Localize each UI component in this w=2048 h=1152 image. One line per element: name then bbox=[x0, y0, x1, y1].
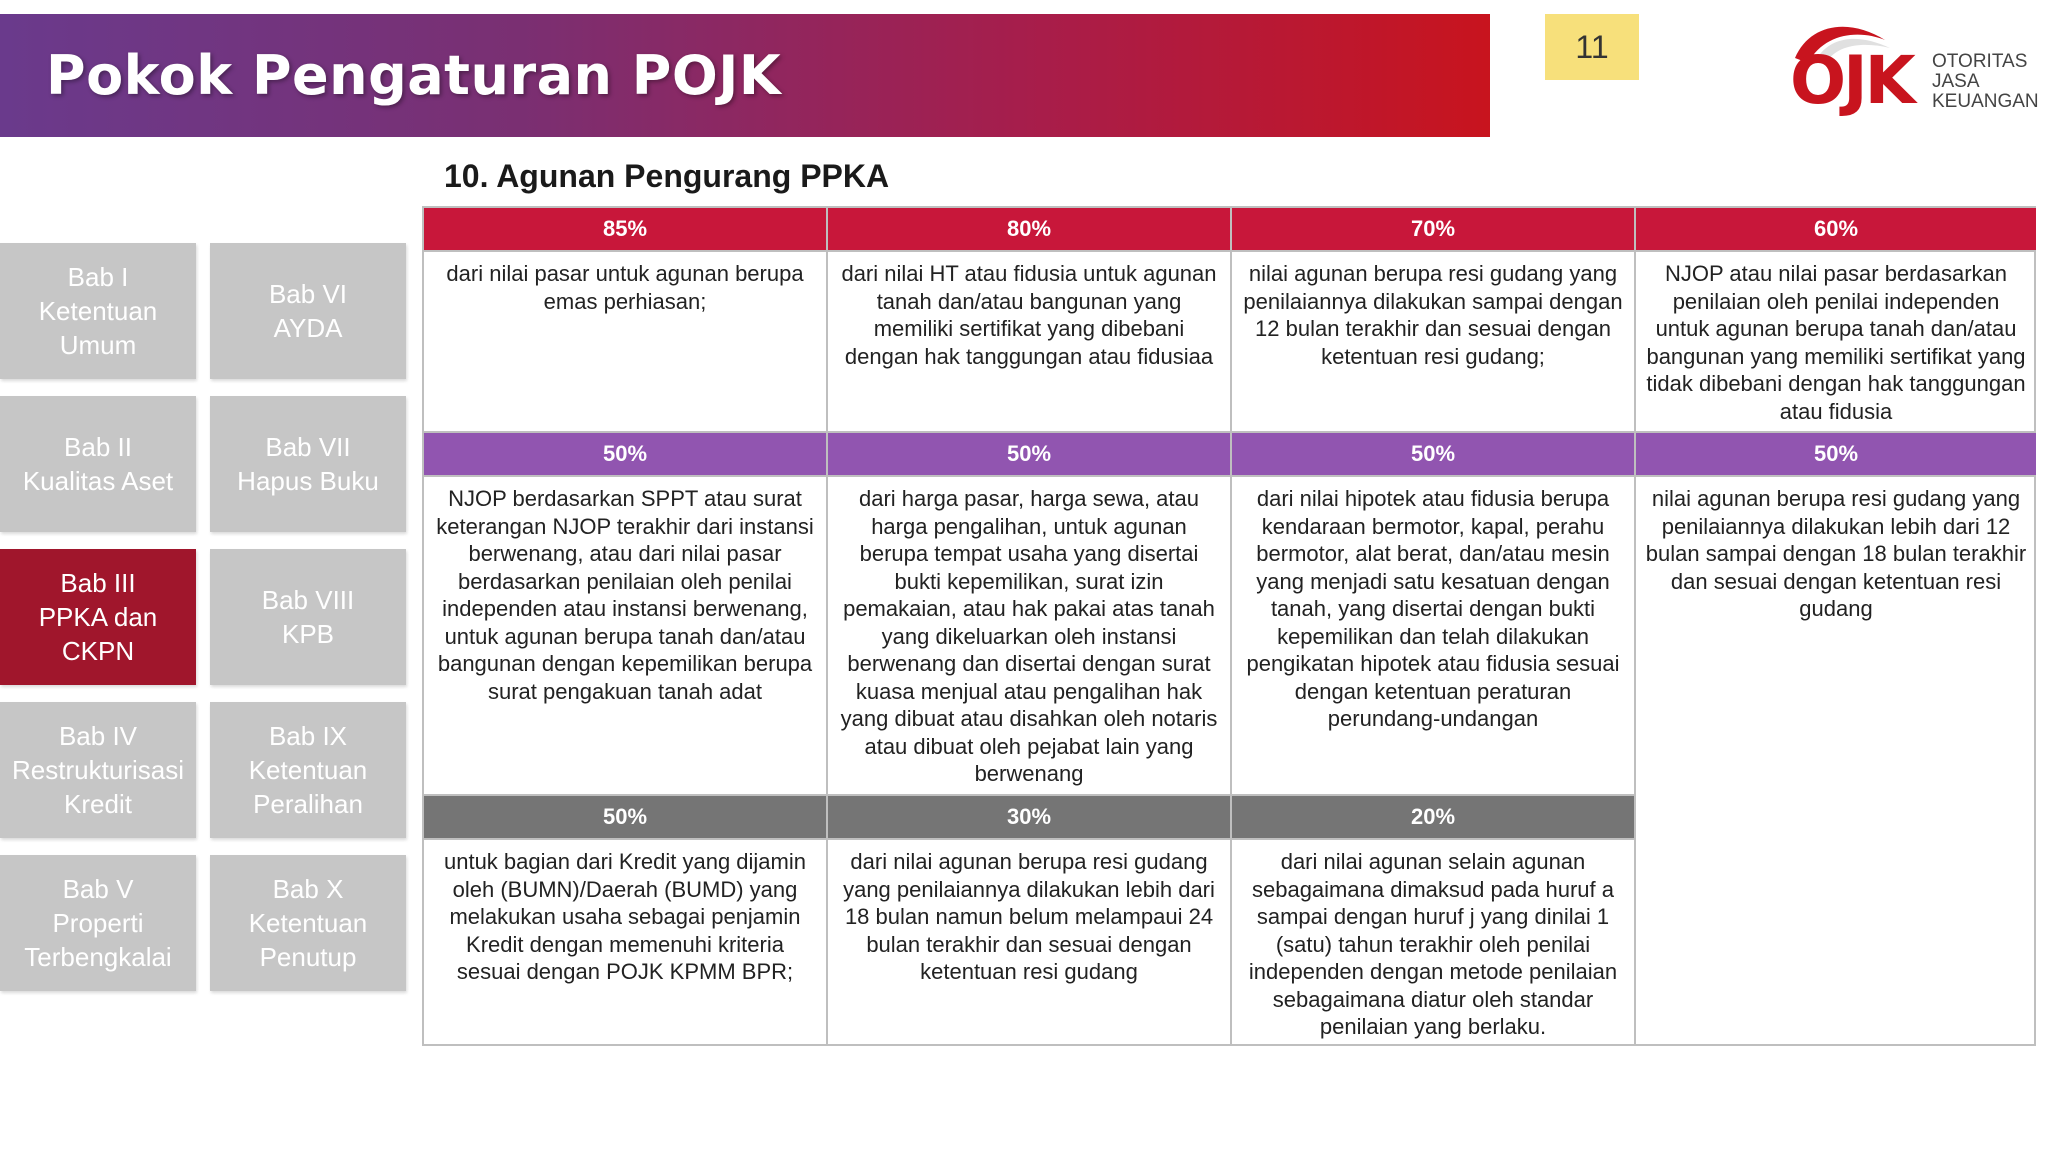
title-banner bbox=[0, 14, 1490, 137]
row1-header-4: 60% bbox=[1636, 208, 2036, 252]
sidebar-item-bab-3[interactable] bbox=[0, 549, 196, 685]
row2-header-3: 50% bbox=[1232, 433, 1636, 477]
row2-cell-1: NJOP berdasarkan SPPT atau surat keterangan NJOP terakhir dari instansi berwenang, atau dari nilai pasar berdasarkan penilaian oleh penilai independen atau instansi berwenang, untuk agunan berupa tanah dan/atau bangunan dengan kepemilikan berupa surat pengakuan tanah adat bbox=[424, 477, 828, 796]
sidebar-item-label: Bab V Properti Terbengkalai bbox=[24, 874, 172, 972]
sidebar-item-label: Bab VIII KPB bbox=[261, 585, 355, 649]
row3-header-1: 50% bbox=[424, 796, 828, 840]
sidebar-item-label: Bab VII Hapus Buku bbox=[237, 432, 379, 496]
logo-line-2: JASA bbox=[1932, 71, 1980, 92]
row1-header-2: 80% bbox=[828, 208, 1232, 252]
sidebar-item-bab-6[interactable] bbox=[210, 243, 406, 379]
row3-cell-1: untuk bagian dari Kredit yang dijamin oleh (BUMN)/Daerah (BUMD) yang melakukan usaha sebagai penjamin Kredit dengan memenuhi kriteria sesuai dengan POJK KPMM BPR; bbox=[424, 840, 828, 1044]
sidebar-item-label: Bab IV Restrukturisasi Kredit bbox=[12, 721, 184, 819]
row1-header-3: 70% bbox=[1232, 208, 1636, 252]
logo-line-1: OTORITAS bbox=[1932, 51, 2028, 72]
row2-header-2: 50% bbox=[828, 433, 1232, 477]
row3-cell-2: dari nilai agunan berupa resi gudang yang penilaiannya dilakukan lebih dari 18 bulan namun belum melampaui 24 bulan terakhir dan sesuai dengan ketentuan resi gudang bbox=[828, 840, 1232, 1044]
sidebar-item-label: Bab II Kualitas Aset bbox=[22, 432, 174, 496]
row1-cell-1: dari nilai pasar untuk agunan berupa emas perhiasan; bbox=[424, 252, 828, 433]
logo-mark: OJK bbox=[1790, 42, 1913, 119]
row2-cell-4: nilai agunan berupa resi gudang yang penilaiannya dilakukan lebih dari 12 bulan sampai dengan 18 bulan terakhir dan sesuai dengan ketentuan resi gudang bbox=[1645, 486, 2027, 621]
sidebar-item-bab-1[interactable] bbox=[0, 243, 196, 379]
row1-cell-2: dari nilai HT atau fidusia untuk agunan tanah dan/atau bangunan yang memiliki sertifikat yang dibebani dengan hak tanggungan atau fidusiaa bbox=[828, 252, 1232, 433]
sidebar-item-label: Bab X Ketentuan Penutup bbox=[248, 874, 368, 972]
sidebar-item-label: Bab VI AYDA bbox=[268, 279, 348, 343]
row1-cell-3: nilai agunan berupa resi gudang yang penilaiannya dilakukan sampai dengan 12 bulan terakhir dan sesuai dengan ketentuan resi gudang; bbox=[1232, 252, 1636, 433]
logo-line-3: KEUANGAN bbox=[1932, 91, 2039, 112]
ojk-logo bbox=[1790, 18, 2040, 123]
row2-header-1: 50% bbox=[424, 433, 828, 477]
row1-cell-4: NJOP atau nilai pasar berdasarkan penilaian oleh penilai independen untuk agunan berupa tanah dan/atau bangunan yang memiliki sertifikat yang tidak dibebani dengan hak tanggungan atau fidusia bbox=[1636, 252, 2036, 433]
page-title: Pokok Pengaturan POJK bbox=[46, 44, 782, 107]
sidebar-item-bab-7[interactable] bbox=[210, 396, 406, 532]
section-heading: 10. Agunan Pengurang PPKA bbox=[444, 158, 890, 194]
sidebar-item-bab-8[interactable] bbox=[210, 549, 406, 685]
sidebar-item-bab-9[interactable] bbox=[210, 702, 406, 838]
row2-cell-2: dari harga pasar, harga sewa, atau harga pengalihan, untuk agunan berupa tempat usaha yang disertai bukti kepemilikan, surat izin pemakaian, atau hak pakai atas tanah yang dikeluarkan oleh instansi berwenang dan disertai dengan surat kuasa menjual atau pengalihan hak yang dibuat atau disahkan oleh notaris atau dibuat oleh pejabat lain yang berwenang bbox=[828, 477, 1232, 796]
row3-cell-3: dari nilai agunan selain agunan sebagaimana dimaksud pada huruf a sampai dengan huruf j yang dinilai 1 (satu) tahun terakhir oleh penilai independen dengan metode penilaian sebagaimana diatur oleh standar penilaian yang berlaku. bbox=[1232, 840, 1636, 1044]
row2-cell-3: dari nilai hipotek atau fidusia berupa kendaraan bermotor, kapal, perahu bermotor, alat berat, dan/atau mesin yang menjadi satu kesatuan dengan tanah, yang disertai dengan bukti kepemilikan dan telah dilakukan pengikatan hipotek atau fidusia sesuai dengan ketentuan peraturan perundang-undangan bbox=[1232, 477, 1636, 796]
agunan-table bbox=[422, 206, 2036, 1046]
page-number: 11 bbox=[1545, 14, 1639, 80]
row2-header-4: 50% bbox=[1636, 433, 2036, 477]
row1-header-1: 85% bbox=[424, 208, 828, 252]
sidebar-item-label: Bab I Ketentuan Umum bbox=[38, 262, 158, 360]
sidebar-item-bab-4[interactable] bbox=[0, 702, 196, 838]
logo-text bbox=[1932, 52, 2039, 112]
sidebar-item-label: Bab III PPKA dan CKPN bbox=[38, 568, 158, 666]
row3-header-2: 30% bbox=[828, 796, 1232, 840]
sidebar-item-label: Bab IX Ketentuan Peralihan bbox=[248, 721, 368, 819]
sidebar-item-bab-2[interactable] bbox=[0, 396, 196, 532]
sidebar-item-bab-5[interactable] bbox=[0, 855, 196, 991]
row3-header-3: 20% bbox=[1232, 796, 1636, 840]
sidebar-item-bab-10[interactable] bbox=[210, 855, 406, 991]
